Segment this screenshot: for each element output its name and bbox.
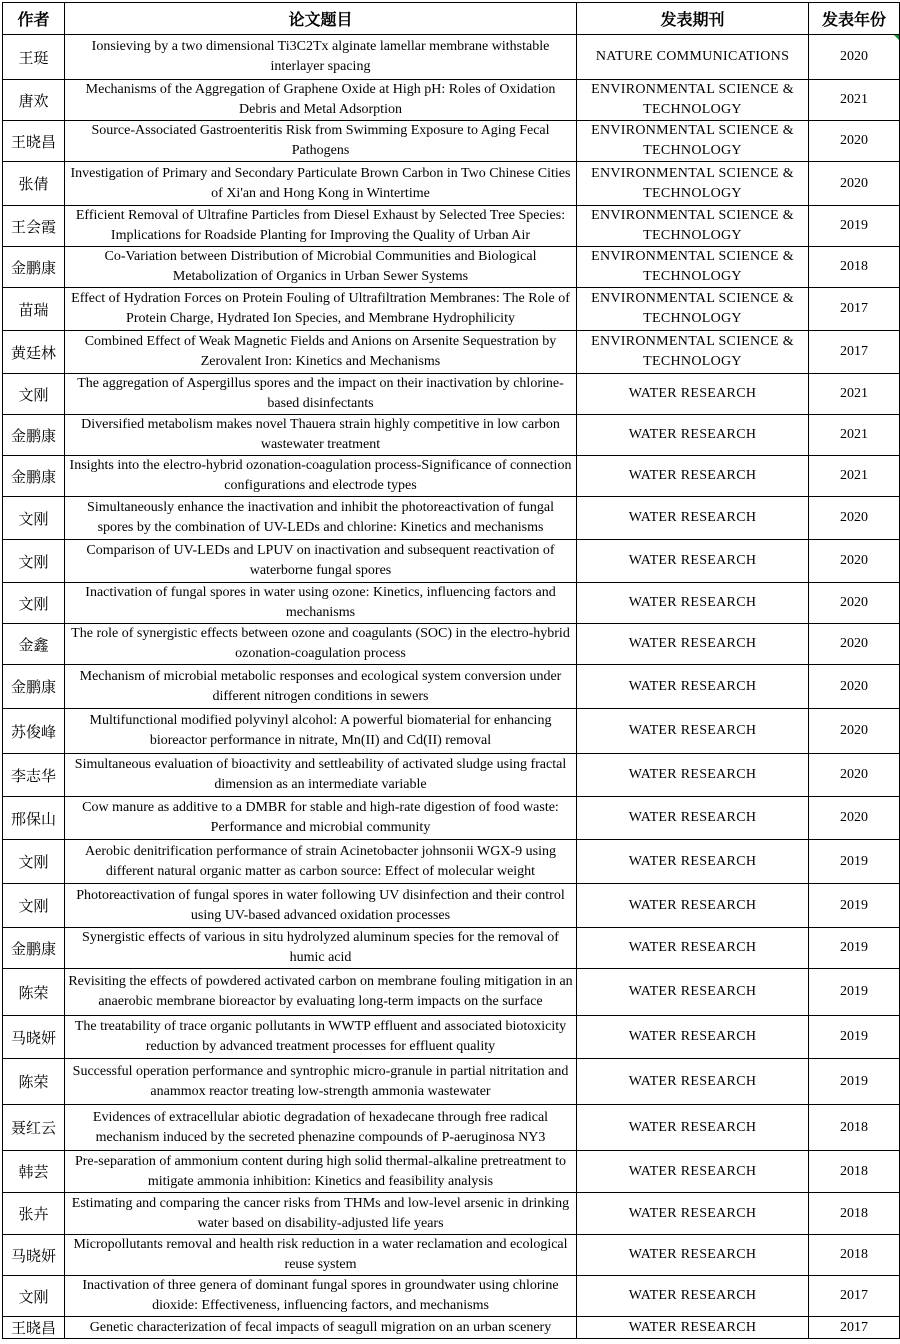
year-cell [809, 1151, 900, 1193]
header-journal: 发表期刊 [577, 3, 809, 35]
title-cell-text: Effect of Hydration Forces on Protein Fouling of Ultrafiltration Membranes: The Role of Protein Charge, Hydrated Ion Species, and Membrane Hydrophilicity [71, 291, 570, 326]
title-cell [65, 1235, 577, 1276]
journal-cell-text: WATER RESEARCH [628, 1029, 757, 1044]
journal-cell-text: WATER RESEARCH [628, 1319, 757, 1335]
author-cell [3, 288, 65, 331]
year-cell-text: 2021 [840, 92, 868, 107]
author-cell [3, 374, 65, 415]
year-cell [809, 35, 900, 80]
table-row [3, 709, 900, 754]
author-cell-text: 王晓昌 [10, 132, 56, 151]
year-cell-text: 2021 [840, 427, 868, 442]
table-row [3, 80, 900, 121]
journal-cell [577, 456, 809, 497]
year-cell [809, 374, 900, 415]
cell-comment-marker-icon [894, 35, 899, 40]
year-cell-text: 2020 [840, 510, 868, 525]
title-cell [65, 583, 577, 624]
title-cell-text: The role of synergistic effects between ozone and coagulants (SOC) in the electro-hybrid ozonation-coagulation process [71, 626, 570, 661]
table-row [3, 206, 900, 247]
year-cell [809, 665, 900, 709]
year-cell [809, 1016, 900, 1059]
table-row [3, 969, 900, 1016]
year-cell-text: 2019 [840, 1073, 868, 1089]
journal-cell-text: WATER RESEARCH [628, 810, 757, 825]
author-cell-text: 金鹏康 [10, 939, 56, 958]
journal-cell [577, 415, 809, 456]
title-cell [65, 840, 577, 884]
table-row [3, 121, 900, 162]
year-cell [809, 247, 900, 288]
table-row [3, 331, 900, 374]
year-cell-text: 2020 [840, 553, 868, 568]
journal-cell [577, 540, 809, 583]
title-cell [65, 206, 577, 247]
journal-cell [577, 288, 809, 331]
year-cell-text: 2020 [840, 175, 868, 191]
year-cell [809, 583, 900, 624]
author-cell [3, 665, 65, 709]
title-cell-text: Source-Associated Gastroenteritis Risk from Swimming Exposure to Aging Fecal Pathogens [91, 123, 550, 158]
author-cell [3, 709, 65, 754]
year-cell-text: 2020 [840, 49, 868, 64]
author-cell-text: 张卉 [18, 1205, 49, 1223]
author-cell [3, 1317, 65, 1339]
journal-cell-text: WATER RESEARCH [628, 468, 757, 483]
table-row [3, 583, 900, 624]
year-cell [809, 1276, 900, 1317]
journal-cell-text: WATER RESEARCH [628, 636, 757, 651]
author-cell [3, 35, 65, 80]
author-cell [3, 540, 65, 583]
title-cell [65, 1151, 577, 1193]
year-cell-text: 2020 [840, 133, 868, 148]
table-row [3, 497, 900, 540]
journal-cell-text: WATER RESEARCH [628, 678, 757, 694]
journal-cell-text: NATURE COMMUNICATIONS [595, 49, 790, 64]
journal-cell [577, 1105, 809, 1151]
title-cell-text: Insights into the electro-hybrid ozonation-coagulation process-Significance of connection configurations and electrode types [69, 458, 572, 493]
author-cell-text: 聂红云 [10, 1119, 56, 1137]
year-cell [809, 1105, 900, 1151]
table-row [3, 797, 900, 840]
author-cell [3, 754, 65, 797]
author-cell [3, 206, 65, 247]
journal-cell-text: WATER RESEARCH [628, 897, 757, 913]
year-cell [809, 415, 900, 456]
author-cell [3, 162, 65, 206]
year-cell-text: 2019 [840, 1029, 868, 1044]
journal-cell [577, 206, 809, 247]
author-cell-text: 文刚 [18, 552, 49, 571]
title-cell [65, 928, 577, 969]
title-cell-text: Mechanism of microbial metabolic responses and ecological system conversion under different nitrogen conditions in sewers [79, 668, 562, 704]
author-cell-text: 韩芸 [18, 1163, 49, 1181]
year-cell-text: 2018 [840, 259, 868, 274]
author-cell [3, 928, 65, 969]
journal-cell-text: ENVIRONMENTAL SCIENCE & TECHNOLOGY [591, 208, 794, 243]
title-cell [65, 1059, 577, 1105]
year-cell-text: 2019 [840, 897, 868, 913]
title-cell-text: Simultaneous evaluation of bioactivity and settleability of activated sludge using fractal dimension as an intermediate variable [74, 757, 567, 792]
table-row [3, 1235, 900, 1276]
journal-cell [577, 247, 809, 288]
year-cell [809, 1059, 900, 1105]
journal-cell [577, 80, 809, 121]
title-cell [65, 709, 577, 754]
table-row [3, 162, 900, 206]
title-cell [65, 80, 577, 121]
author-cell [3, 840, 65, 884]
author-cell [3, 247, 65, 288]
title-cell [65, 754, 577, 797]
author-cell-text: 金鹏康 [10, 258, 56, 277]
table-row [3, 288, 900, 331]
author-cell [3, 1151, 65, 1193]
journal-cell [577, 709, 809, 754]
year-cell-text: 2019 [840, 218, 868, 233]
author-cell-text: 金鹏康 [10, 678, 56, 696]
journal-cell-text: WATER RESEARCH [628, 853, 757, 869]
year-cell-text: 2020 [840, 723, 868, 738]
title-cell [65, 162, 577, 206]
title-cell [65, 1105, 577, 1151]
author-cell-text: 马晓妍 [10, 1246, 56, 1265]
title-cell-text: Pre-separation of ammonium content during high solid thermal-alkaline pretreatment to mitigate ammonia inhibition: Kinetics and feasibility analysis [74, 1153, 567, 1189]
author-cell [3, 969, 65, 1016]
title-cell-text: The treatability of trace organic pollutants in WWTP effluent and associated biotoxicity reduction by advanced treatment processes for effluent quality [74, 1019, 567, 1054]
journal-cell [577, 665, 809, 709]
year-cell-text: 2020 [840, 810, 868, 825]
journal-cell-text: WATER RESEARCH [628, 1288, 757, 1303]
title-cell [65, 1276, 577, 1317]
journal-cell [577, 969, 809, 1016]
year-cell-text: 2020 [840, 767, 868, 782]
journal-cell [577, 374, 809, 415]
year-cell [809, 288, 900, 331]
year-cell [809, 540, 900, 583]
publications-table [2, 2, 900, 1339]
author-cell [3, 121, 65, 162]
author-cell [3, 624, 65, 665]
year-cell-text: 2019 [840, 940, 868, 955]
table-row [3, 1151, 900, 1193]
journal-cell [577, 1317, 809, 1339]
title-cell-text: Simultaneously enhance the inactivation and inhibit the photoreactivation of fungal spores by the combination of UV-LEDs and chlorine: Kinetics and mechanisms [87, 500, 554, 535]
year-cell [809, 797, 900, 840]
author-cell [3, 797, 65, 840]
header-title: 论文题目 [65, 3, 577, 35]
title-cell [65, 415, 577, 456]
journal-cell-text: WATER RESEARCH [628, 723, 757, 738]
year-cell [809, 1235, 900, 1276]
journal-cell-text: WATER RESEARCH [628, 1073, 757, 1089]
year-cell [809, 969, 900, 1016]
title-cell-text: Inactivation of fungal spores in water using ozone: Kinetics, influencing factors and mechanisms [85, 585, 556, 620]
table-row [3, 665, 900, 709]
journal-cell [577, 35, 809, 80]
year-cell-text: 2021 [840, 386, 868, 401]
year-cell-text: 2017 [840, 344, 868, 359]
author-cell [3, 80, 65, 121]
title-cell [65, 540, 577, 583]
year-cell [809, 1193, 900, 1235]
table-row [3, 1276, 900, 1317]
title-cell-text: Estimating and comparing the cancer risks from THMs and low-level arsenic in drinking water based on disability-adjusted life years [71, 1195, 570, 1231]
title-cell-text: Aerobic denitrification performance of strain Acinetobacter johnsonii WGX-9 using different natural organic matter as carbon source: Effect of molecular weight [85, 843, 556, 879]
table-row [3, 456, 900, 497]
title-cell [65, 288, 577, 331]
author-cell-text: 金鹏康 [10, 467, 56, 486]
title-cell [65, 374, 577, 415]
table-row [3, 540, 900, 583]
journal-cell [577, 928, 809, 969]
year-cell [809, 928, 900, 969]
title-cell [65, 1193, 577, 1235]
journal-cell-text: WATER RESEARCH [628, 553, 757, 568]
journal-cell-text: WATER RESEARCH [628, 1247, 757, 1262]
journal-cell-text: WATER RESEARCH [628, 386, 757, 401]
table-row [3, 754, 900, 797]
author-cell [3, 1276, 65, 1317]
year-cell [809, 331, 900, 374]
title-cell [65, 497, 577, 540]
title-cell [65, 1317, 577, 1339]
author-cell [3, 884, 65, 928]
year-cell-text: 2018 [840, 1247, 868, 1262]
table-row [3, 247, 900, 288]
title-cell-text: Ionsieving by a two dimensional Ti3C2Tx alginate lamellar membrane withstable interlayer spacing [91, 39, 550, 74]
author-cell-text: 金鑫 [18, 635, 49, 654]
year-cell [809, 624, 900, 665]
journal-cell [577, 754, 809, 797]
table-row [3, 1016, 900, 1059]
year-cell-text: 2019 [840, 853, 868, 869]
year-cell-text: 2020 [840, 595, 868, 610]
author-cell [3, 1193, 65, 1235]
journal-cell-text: WATER RESEARCH [628, 510, 757, 525]
title-cell [65, 797, 577, 840]
author-cell-text: 文刚 [18, 853, 49, 871]
journal-cell-text: WATER RESEARCH [628, 1163, 757, 1179]
journal-cell-text: ENVIRONMENTAL SCIENCE & TECHNOLOGY [591, 334, 794, 369]
journal-cell-text: WATER RESEARCH [628, 1205, 757, 1221]
table-header [3, 3, 900, 35]
author-cell [3, 415, 65, 456]
author-cell-text: 邢保山 [10, 809, 56, 828]
journal-cell-text: WATER RESEARCH [628, 767, 757, 782]
journal-cell-text: ENVIRONMENTAL SCIENCE & TECHNOLOGY [591, 82, 794, 117]
author-cell-text: 文刚 [18, 385, 49, 404]
journal-cell-text: ENVIRONMENTAL SCIENCE & TECHNOLOGY [591, 123, 794, 158]
journal-cell-text: WATER RESEARCH [628, 1119, 757, 1135]
title-cell-text: Genetic characterization of fecal impacts of seagull migration on an urban scenery [89, 1319, 552, 1335]
year-cell-text: 2019 [840, 984, 868, 999]
title-cell-text: Comparison of UV-LEDs and LPUV on inactivation and subsequent reactivation of waterborne fungal spores [86, 543, 555, 578]
title-cell [65, 1016, 577, 1059]
journal-cell [577, 497, 809, 540]
year-cell-text: 2020 [840, 636, 868, 651]
author-cell-text: 马晓妍 [10, 1028, 56, 1047]
author-cell [3, 497, 65, 540]
journal-cell [577, 1151, 809, 1193]
table-row [3, 1193, 900, 1235]
journal-cell-text: WATER RESEARCH [628, 427, 757, 442]
year-cell [809, 1317, 900, 1339]
table-row [3, 840, 900, 884]
journal-cell [577, 797, 809, 840]
journal-cell [577, 884, 809, 928]
author-cell-text: 文刚 [18, 594, 49, 613]
year-cell [809, 709, 900, 754]
title-cell-text: Investigation of Primary and Secondary Particulate Brown Carbon in Two Chinese Cities of Xi'an and Hong Kong in Wintertime [70, 165, 571, 201]
title-cell [65, 969, 577, 1016]
year-cell-text: 2017 [840, 1288, 868, 1303]
author-cell-text: 金鹏康 [10, 426, 56, 445]
author-cell [3, 331, 65, 374]
title-cell-text: Photoreactivation of fungal spores in water following UV disinfection and their control using UV-based advanced oxidation processes [76, 887, 565, 923]
title-cell [65, 247, 577, 288]
author-cell [3, 1105, 65, 1151]
table-row [3, 1105, 900, 1151]
header-year: 发表年份 [809, 3, 900, 35]
journal-cell-text: WATER RESEARCH [628, 984, 757, 999]
journal-cell [577, 840, 809, 884]
author-cell-text: 苗瑞 [18, 300, 49, 319]
author-cell [3, 1235, 65, 1276]
title-cell-text: Efficient Removal of Ultrafine Particles from Diesel Exhaust by Selected Tree Species: Implications for Roadside Planting for Improving the Quality of Urban Air [75, 208, 566, 243]
table-row [3, 1317, 900, 1339]
title-cell-text: Revisiting the effects of powdered activated carbon on membrane fouling mitigation in an anaerobic membrane bioreactor by evaluating long-term impacts on the surface [68, 974, 573, 1009]
journal-cell [577, 1016, 809, 1059]
title-cell-text: The aggregation of Aspergillus spores and the impact on their inactivation by chlorine-based disinfectants [77, 376, 564, 411]
table-body [3, 35, 900, 1339]
title-cell-text: Micropollutants removal and health risk reduction in a water reclamation and ecological reuse system [73, 1237, 568, 1272]
title-cell-text: Diversified metabolism makes novel Thauera strain highly competitive in low carbon wastewater treatment [81, 417, 560, 452]
author-cell [3, 1059, 65, 1105]
author-cell-text: 唐欢 [18, 91, 49, 110]
journal-cell-text: ENVIRONMENTAL SCIENCE & TECHNOLOGY [591, 291, 794, 326]
title-cell [65, 624, 577, 665]
header-author: 作者 [3, 3, 65, 35]
author-cell [3, 1016, 65, 1059]
year-cell-text: 2021 [840, 468, 868, 483]
author-cell-text: 王珽 [18, 48, 49, 67]
year-cell-text: 2017 [840, 301, 868, 316]
title-cell-text: Cow manure as additive to a DMBR for stable and high-rate digestion of food waste: Performance and microbial community [82, 800, 559, 835]
table-row [3, 624, 900, 665]
journal-cell-text: ENVIRONMENTAL SCIENCE & TECHNOLOGY [591, 165, 794, 201]
journal-cell [577, 1059, 809, 1105]
journal-cell [577, 1235, 809, 1276]
year-cell [809, 206, 900, 247]
author-cell [3, 456, 65, 497]
year-cell-text: 2017 [840, 1319, 868, 1335]
title-cell-text: Multifunctional modified polyvinyl alcohol: A powerful biomaterial for enhancing bioreactor performance in nitrate, Mn(II) and Cd(II) removal [89, 713, 552, 748]
journal-cell-text: WATER RESEARCH [628, 595, 757, 610]
author-cell-text: 陈荣 [18, 983, 49, 1002]
author-cell-text: 文刚 [18, 1287, 49, 1306]
title-cell-text: Co-Variation between Distribution of Microbial Communities and Biological Metabolization of Organics in Urban Sewer Systems [104, 249, 537, 284]
title-cell-text: Successful operation performance and syntrophic micro-granule in partial nitritation and anammox reactor treating low-strength ammonia wastewater [72, 1063, 569, 1099]
title-cell-text: Combined Effect of Weak Magnetic Fields and Anions on Arsenite Sequestration by Zerovalent Iron: Kinetics and Mechanisms [84, 334, 557, 369]
table-row [3, 415, 900, 456]
table-row [3, 928, 900, 969]
journal-cell [577, 624, 809, 665]
journal-cell [577, 1276, 809, 1317]
author-cell-text: 陈荣 [18, 1073, 49, 1091]
author-cell-text: 张倩 [18, 175, 49, 193]
title-cell [65, 331, 577, 374]
author-cell [3, 583, 65, 624]
year-cell-text: 2018 [840, 1163, 868, 1179]
author-cell-text: 文刚 [18, 509, 49, 528]
year-cell [809, 754, 900, 797]
author-cell-text: 文刚 [18, 897, 49, 915]
table-row [3, 374, 900, 415]
year-cell [809, 162, 900, 206]
author-cell-text: 李志华 [10, 766, 56, 785]
title-cell [65, 456, 577, 497]
journal-cell [577, 331, 809, 374]
year-cell [809, 456, 900, 497]
table-row [3, 35, 900, 80]
title-cell [65, 121, 577, 162]
year-cell [809, 80, 900, 121]
author-cell-text: 苏俊峰 [10, 722, 56, 741]
title-cell [65, 665, 577, 709]
author-cell-text: 王晓昌 [10, 1319, 56, 1337]
title-cell [65, 884, 577, 928]
year-cell-text: 2018 [840, 1119, 868, 1135]
title-cell [65, 35, 577, 80]
table-row [3, 884, 900, 928]
year-cell [809, 840, 900, 884]
table-row [3, 1059, 900, 1105]
journal-cell-text: WATER RESEARCH [628, 940, 757, 955]
year-cell [809, 121, 900, 162]
journal-cell [577, 1193, 809, 1235]
title-cell-text: Inactivation of three genera of dominant fungal spores in groundwater using chlorine dioxide: Effectiveness, influencing factors, and mechanisms [82, 1278, 559, 1313]
journal-cell [577, 162, 809, 206]
year-cell [809, 884, 900, 928]
journal-cell-text: ENVIRONMENTAL SCIENCE & TECHNOLOGY [591, 249, 794, 284]
author-cell-text: 王会霞 [10, 217, 56, 236]
title-cell-text: Mechanisms of the Aggregation of Graphene Oxide at High pH: Roles of Oxidation Debris and Metal Adsorption [85, 82, 556, 117]
journal-cell [577, 121, 809, 162]
title-cell-text: Synergistic effects of various in situ hydrolyzed aluminum species for the removal of humic acid [82, 930, 559, 965]
year-cell [809, 497, 900, 540]
journal-cell [577, 583, 809, 624]
author-cell-text: 黄廷林 [10, 343, 56, 362]
header-row [3, 3, 900, 35]
year-cell-text: 2020 [840, 678, 868, 694]
title-cell-text: Evidences of extracellular abiotic degradation of hexadecane through free radical mechanism induced by the secreted phenazine compounds of P-aeruginosa NY3 [92, 1109, 549, 1145]
year-cell-text: 2018 [840, 1205, 868, 1221]
